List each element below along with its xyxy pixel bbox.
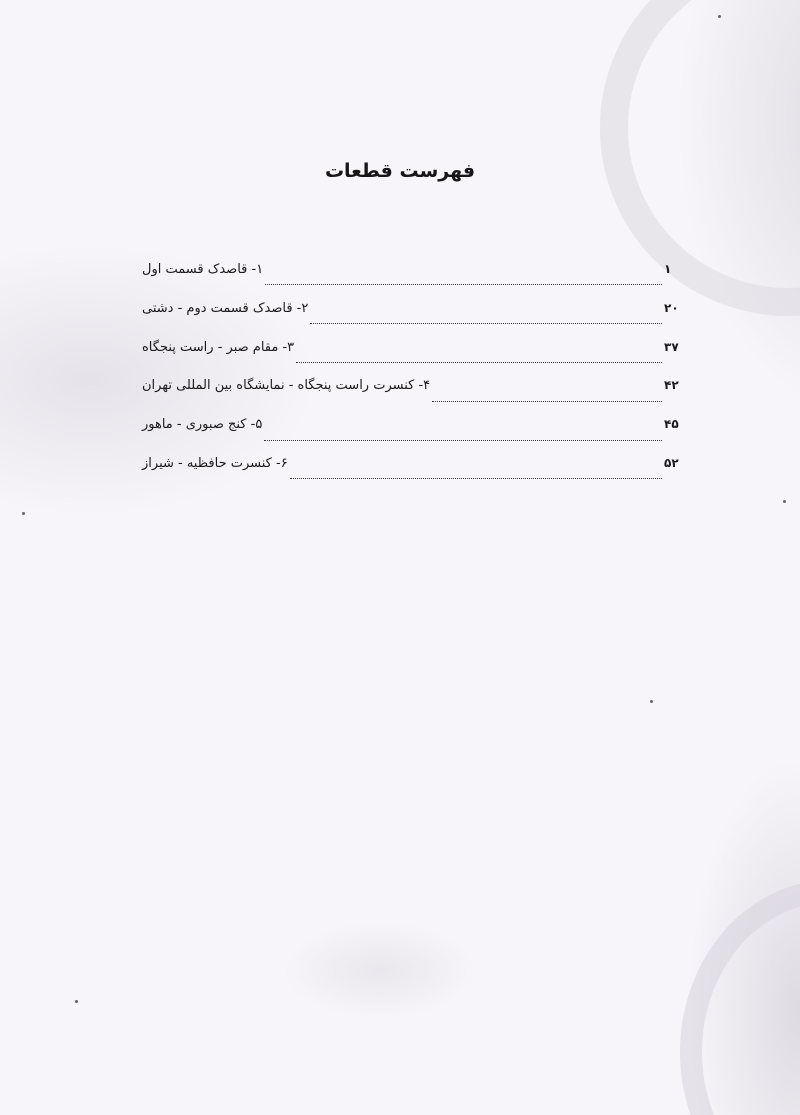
toc-entry — [140, 262, 680, 301]
toc-entry-page: ۵۲ — [664, 455, 679, 470]
toc-entry-title: ۴- کنسرت راست پنجگاه - نمایشگاه بین المللی تهران — [142, 378, 431, 394]
scan-speck — [650, 700, 653, 703]
toc-entry-title: ۶- کنسرت حافظیه - شیراز — [142, 455, 288, 471]
toc-leader-dots — [296, 353, 662, 363]
toc-entry-title: ۲- قاصدک قسمت دوم - دشتی — [142, 300, 309, 316]
toc-entry-page: ۳۷ — [664, 339, 679, 354]
scan-speck — [783, 500, 786, 503]
toc-entry — [140, 417, 680, 456]
toc-leader-dots — [310, 314, 662, 324]
toc-entry — [140, 456, 680, 495]
scan-speck — [22, 512, 25, 515]
toc-entry-page: ۴۵ — [664, 417, 679, 432]
toc-entry — [140, 301, 680, 340]
table-of-contents — [140, 262, 680, 495]
scan-speck — [75, 1000, 78, 1003]
page-title: فهرست قطعات — [324, 160, 476, 182]
toc-entry-title: ۵- کنج صبوری - ماهور — [142, 417, 263, 433]
toc-leader-dots — [432, 392, 662, 402]
toc-entry — [140, 378, 680, 417]
toc-entry-page: ۱ — [664, 262, 672, 276]
background-decoration — [680, 880, 800, 1115]
toc-entry-page: ۲۰ — [664, 300, 679, 315]
toc-entry — [140, 340, 680, 379]
toc-leader-dots — [265, 275, 662, 285]
toc-entry-title: ۳- مقام صبر - راست پنجگاه — [142, 339, 295, 355]
scan-speck — [718, 15, 721, 18]
toc-entry-title: ۱- قاصدک قسمت اول — [142, 262, 264, 277]
toc-leader-dots — [290, 469, 662, 479]
toc-entry-page: ۴۲ — [664, 378, 679, 393]
toc-leader-dots — [264, 431, 662, 441]
